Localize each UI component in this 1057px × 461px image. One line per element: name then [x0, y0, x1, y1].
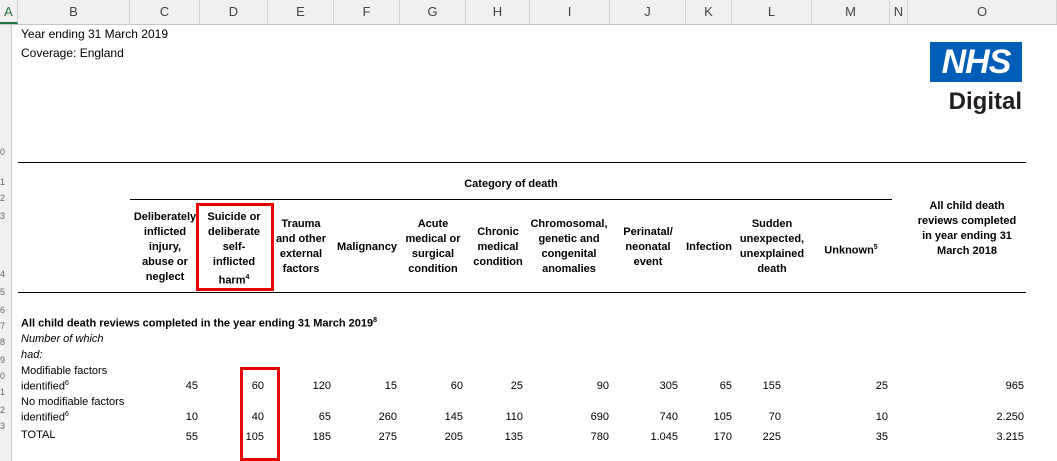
column-header-g[interactable]: G [400, 0, 466, 24]
column-header-h[interactable]: H [466, 0, 530, 24]
col-header-suicide[interactable]: Suicide or deliberate self- inflicted harm$^4$ [207, 211, 261, 287]
table-cell[interactable]: 105 [245, 431, 264, 443]
table-cell[interactable]: 65 [719, 380, 732, 392]
table-cell[interactable]: 260 [378, 411, 397, 423]
table-cell[interactable]: 25 [875, 380, 888, 392]
column-header-k[interactable]: K [686, 0, 732, 24]
column-header-m[interactable]: M [812, 0, 890, 24]
col-header-chromosomal[interactable]: Chromosomal, genetic and congenital anomalies [530, 218, 608, 275]
table-cell[interactable]: 45 [185, 380, 198, 392]
header-bottom-rule [18, 292, 1026, 293]
table-cell[interactable]: 740 [659, 411, 678, 423]
highlight-box-header [196, 203, 274, 291]
category-rule [130, 199, 892, 200]
category-heading[interactable]: Category of death [464, 178, 558, 190]
table-cell[interactable]: 55 [185, 431, 198, 443]
table-cell[interactable]: 155 [762, 380, 781, 392]
column-header-b[interactable]: B [18, 0, 130, 24]
table-cell[interactable]: 10 [875, 411, 888, 423]
row-number[interactable]: 0 [0, 371, 6, 381]
table-cell[interactable]: 965 [1005, 380, 1024, 392]
col-header-chronic-medical[interactable]: Chronic medical condition [473, 226, 523, 268]
col-header-all-reviews-2018[interactable]: All child death reviews completed in year ending 31 March 2018 [917, 200, 1017, 257]
col-header-malignancy[interactable]: Malignancy [337, 241, 397, 253]
table-cell[interactable]: 170 [713, 431, 732, 443]
row-number[interactable]: 1 [0, 177, 6, 187]
table-cell[interactable]: 205 [444, 431, 463, 443]
row-label-modifiable-cont[interactable]: identified$^6$ [21, 380, 69, 393]
column-header-f[interactable]: F [334, 0, 400, 24]
table-cell[interactable]: 40 [251, 411, 264, 423]
table-cell[interactable]: 60 [450, 380, 463, 392]
col-header-unknown[interactable]: Unknown$^5$ [824, 244, 878, 257]
row-number[interactable]: 6 [0, 305, 6, 315]
table-cell[interactable]: 225 [762, 431, 781, 443]
section-title[interactable]: All child death reviews completed in the year ending 31 March 2019$^8$ [21, 317, 378, 330]
table-cell[interactable]: 2.250 [996, 411, 1024, 423]
col-header-sudden-unexpected[interactable]: Sudden unexpected, unexplained death [739, 218, 805, 275]
row-number[interactable]: 9 [0, 355, 6, 365]
table-cell[interactable]: 70 [768, 411, 781, 423]
table-cell[interactable]: 275 [378, 431, 397, 443]
table-cell[interactable]: 65 [318, 411, 331, 423]
table-cell[interactable]: 60 [251, 380, 264, 392]
row-number[interactable]: 0 [0, 147, 6, 157]
table-cell[interactable]: 3.215 [996, 431, 1024, 443]
row-number[interactable]: 5 [0, 287, 6, 297]
table-top-rule [18, 162, 1026, 163]
nhs-logo-subtitle: Digital [948, 88, 1022, 115]
column-header-c[interactable]: C [130, 0, 200, 24]
row-number[interactable]: 3 [0, 421, 6, 431]
table-cell[interactable]: 185 [312, 431, 331, 443]
table-cell[interactable]: 305 [659, 380, 678, 392]
row-number[interactable]: 4 [0, 269, 6, 279]
row-label-no-modifiable-cont[interactable]: identified$^6$ [21, 411, 69, 424]
table-cell[interactable]: 120 [312, 380, 331, 392]
col-header-acute-medical[interactable]: Acute medical or surgical condition [405, 218, 461, 275]
table-cell[interactable]: 110 [505, 411, 523, 423]
table-cell[interactable]: 145 [444, 411, 463, 423]
table-cell[interactable]: 1.045 [650, 431, 678, 443]
col-header-trauma[interactable]: Trauma and other external factors [275, 218, 327, 275]
number-of-which-label[interactable]: Number of which [21, 333, 104, 345]
year-ending-text[interactable]: Year ending 31 March 2019 [21, 27, 168, 41]
row-number[interactable]: 3 [0, 211, 6, 221]
column-header-n[interactable]: N [890, 0, 908, 24]
table-cell[interactable]: 35 [875, 431, 888, 443]
row-label-modifiable[interactable]: Modifiable factors [21, 365, 108, 377]
column-header-i[interactable]: I [530, 0, 610, 24]
row-label-total[interactable]: TOTAL [21, 429, 56, 441]
row-number[interactable]: 1 [0, 387, 6, 397]
had-label[interactable]: had: [21, 349, 43, 361]
col-header-deliberately-inflicted[interactable]: Deliberately inflicted injury, abuse or neglect [133, 211, 197, 283]
row-number[interactable]: 8 [0, 337, 6, 347]
table-cell[interactable]: 10 [185, 411, 198, 423]
table-cell[interactable]: 25 [510, 380, 523, 392]
col-header-infection[interactable]: Infection [686, 241, 732, 253]
col-header-perinatal[interactable]: Perinatal/ neonatal event [623, 226, 673, 268]
table-cell[interactable]: 15 [384, 380, 397, 392]
table-cell[interactable]: 690 [590, 411, 609, 423]
table-cell[interactable]: 90 [596, 380, 609, 392]
column-header-o[interactable]: O [908, 0, 1057, 24]
column-header-j[interactable]: J [610, 0, 686, 24]
table-cell[interactable]: 780 [590, 431, 609, 443]
row-number[interactable]: 2 [0, 193, 6, 203]
highlight-box-values [240, 367, 280, 461]
table-cell[interactable]: 105 [713, 411, 732, 423]
row-number[interactable]: 2 [0, 405, 6, 415]
column-header-d[interactable]: D [200, 0, 268, 24]
row-label-no-modifiable[interactable]: No modifiable factors [21, 396, 125, 408]
column-header-bar [0, 0, 1057, 25]
coverage-text[interactable]: Coverage: England [21, 46, 124, 60]
table-cell[interactable]: 135 [504, 431, 523, 443]
row-number[interactable]: 7 [0, 321, 6, 331]
row-number-gutter [0, 25, 12, 461]
column-header-a[interactable]: A [0, 0, 18, 24]
column-header-l[interactable]: L [732, 0, 812, 24]
column-header-e[interactable]: E [268, 0, 334, 24]
nhs-logo: NHS [930, 42, 1022, 82]
